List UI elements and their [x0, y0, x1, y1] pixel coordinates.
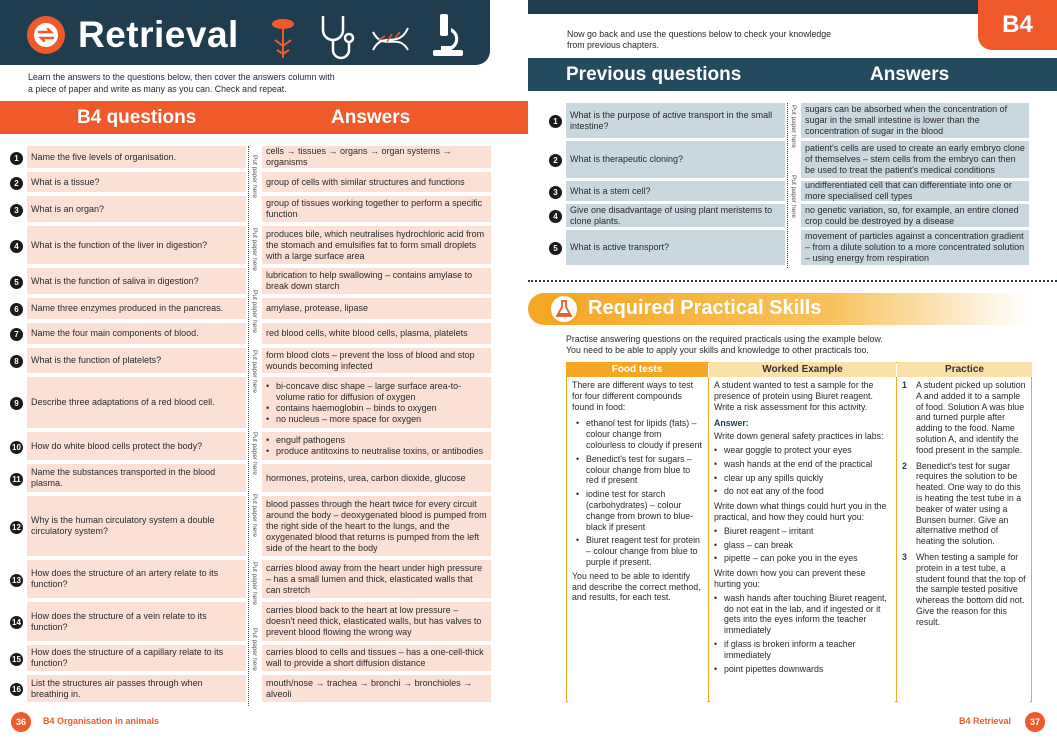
paper-label: Put paper here — [251, 350, 258, 394]
practice-number: 1 — [902, 380, 907, 390]
flask-icon — [548, 293, 580, 325]
previous-question-cell: What is active transport? — [566, 230, 785, 265]
question-number: 9 — [10, 397, 23, 410]
question-number: 6 — [10, 303, 23, 316]
practice-questions — [902, 380, 1026, 628]
paper-label: Put paper here — [790, 175, 797, 219]
hazard-item: • glass – can break — [714, 540, 891, 551]
left-table-header — [0, 101, 528, 134]
safety-item: • wash hands at the end of the practical — [714, 459, 891, 470]
col-header-answers: Answers — [870, 64, 950, 85]
hazard-item-list — [714, 526, 891, 564]
question-number: 12 — [10, 521, 23, 534]
question-cell: Name the five levels of organisation. — [27, 146, 246, 168]
answer-bullet: • contains haemoglobin – binds to oxygen — [266, 403, 487, 414]
col-header-questions: B4 questions — [77, 107, 197, 128]
practice-question — [902, 552, 1026, 628]
question-cell: How does the structure of a capillary relate to its function? — [27, 645, 246, 671]
answer-bullets — [266, 381, 487, 425]
food-tests-header: Food tests — [566, 362, 708, 377]
previous-answer-cell: undifferentiated cell that can differentiate into one or more specialised cell types — [801, 181, 1029, 201]
worked-intro: A student wanted to test a sample for the presence of protein using Biuret reagent. Write a risk assessment for this activity. — [714, 380, 874, 412]
question-cell: Why is the human circulatory system a double circulatory system? — [27, 496, 246, 556]
answer-cell: form blood clots – prevent the loss of blood and stop wounds becoming infected — [262, 348, 491, 373]
answer-cell: carries blood back to the heart at low pressure – doesn't need thick, elasticated walls, but has valves to prevent blood flowing the wrong way — [262, 602, 491, 641]
food-test-item: • Benedict's test for sugars – colour change from blue to red if present — [576, 454, 703, 486]
paper-label: Put paper here — [251, 155, 258, 199]
page-title: Retrieval — [78, 14, 239, 55]
question-number: 1 — [10, 152, 23, 165]
question-cell: Name the four main components of blood. — [27, 323, 246, 344]
food-outro: You need to be able to identify and describe the correct method, and results, for each test. — [572, 570, 701, 603]
previous-answer-cell: patient's cells are used to create an early embryo clone of themselves – stem cells from the embryo can then be used to treat the patient's medical conditions — [801, 141, 1029, 178]
answer-cell: carries blood to cells and tissues – has a one-cell-thick wall to provide a short diffusion distance — [262, 645, 491, 671]
food-test-item: • iodine test for starch (carbohydrates) – colour change from brown to blue-black if present — [576, 489, 703, 532]
question-cell: How does the structure of a vein relate to its function? — [27, 602, 246, 641]
question-cell: What is an organ? — [27, 196, 246, 222]
answer-bullet: • produce antitoxins to neutralise toxins, or antibodies — [266, 446, 483, 457]
answer-cell: produces bile, which neutralises hydrochloric acid from the stomach and emulsifies fat to form small droplets with a large surface area — [262, 226, 491, 264]
footer-chapter: B4 Retrieval — [959, 716, 1012, 726]
prevention-item: • if glass is broken inform a teacher immediately — [714, 639, 891, 661]
practice-question — [902, 380, 1026, 456]
answer-cell: red blood cells, white blood cells, plasma, platelets — [262, 323, 491, 344]
answer-cell: carries blood away from the heart under high pressure – has a small lumen and thick, elasticated walls that can stretch — [262, 560, 491, 598]
question-number: 3 — [10, 204, 23, 217]
practice-column — [898, 377, 1030, 722]
worked-example-column — [710, 377, 895, 722]
chapter-badge: B4 — [978, 0, 1057, 50]
page-number-circle: 36 — [11, 712, 31, 732]
question-cell: List the structures air passes through when breathing in. — [27, 675, 246, 702]
previous-answer-cell: no genetic variation, so, for example, an entire cloned crop could be destroyed by a disease — [801, 204, 1029, 227]
answer-cell: blood passes through the heart twice for every circuit around the body – deoxygenated blood is pumped from the right side of the heart to the lungs, and the oxygenated blood that returns is pumped from the left side of the heart to the body — [262, 496, 491, 556]
practice-header: Practice — [897, 362, 1032, 377]
previous-answer-cell: movement of particles against a concentration gradient – from a dilute solution to a more concentrated solution – using energy from respiration — [801, 230, 1029, 265]
paper-label: Put paper here — [251, 628, 258, 672]
page-number-circle: 37 — [1025, 712, 1045, 732]
answer-cell — [262, 432, 491, 460]
answer-bullets — [266, 435, 483, 457]
answer-cell: lubrication to help swallowing – contains amylase to break down starch — [262, 268, 491, 294]
left-intro: Learn the answers to the questions below, then cover the answers column with a piece of paper and write as many as you can. Check and repeat. — [28, 72, 335, 94]
answer-cell: cells → tissues → organs → organ systems → organisms — [262, 146, 491, 168]
question-number: 3 — [549, 186, 562, 199]
practice-number: 2 — [902, 460, 907, 471]
practice-text: A student picked up solution A and added it to a sample of food. Solution A was blue and turned purple after adding to the food. Name solution A, and identify the food present in the sample. — [916, 380, 1026, 455]
question-number: 5 — [549, 242, 562, 255]
paper-label: Put paper here — [251, 432, 258, 476]
question-cell: What is the function of platelets? — [27, 348, 246, 373]
practice-text: Benedict's test for sugar requires the solution to be heated. One way to do this is heating the test tube in a beaker of water using a Bunsen burner. Give an alternative method of heating the solution. — [916, 460, 1022, 547]
paper-label: Put paper here — [251, 562, 258, 606]
answer-cell: group of tissues working together to perform a specific function — [262, 196, 491, 222]
question-number: 1 — [549, 115, 562, 128]
prevention-item: • point pipettes downwards — [714, 664, 891, 675]
hazard-item: • pipette – can poke you in the eyes — [714, 553, 891, 564]
col-header-previous: Previous questions — [566, 64, 742, 85]
food-tests-column — [568, 377, 707, 722]
previous-question-cell: What is therapeutic cloning? — [566, 141, 785, 178]
worked-step-2: Write down what things could hurt you in the practical, and how they could hurt you: — [714, 501, 887, 522]
question-number: 5 — [10, 276, 23, 289]
question-number: 7 — [10, 328, 23, 341]
answer-cell — [262, 377, 491, 428]
question-number: 13 — [10, 574, 23, 587]
question-number: 15 — [10, 653, 23, 666]
question-number: 10 — [10, 441, 23, 454]
previous-question-cell: What is a stem cell? — [566, 181, 785, 201]
col-border — [896, 377, 897, 701]
biology-icons — [265, 10, 475, 60]
paper-label: Put paper here — [251, 228, 258, 272]
rps-title: Required Practical Skills — [588, 297, 822, 319]
paper-label: Put paper here — [251, 494, 258, 538]
answer-bullet: • bi-concave disc shape – large surface area-to-volume ratio for diffusion of oxygen — [266, 381, 487, 403]
food-test-item: • ethanol test for lipids (fats) – colour change from colourless to cloudy if present — [576, 418, 703, 450]
answer-bullet: • engulf pathogens — [266, 435, 483, 446]
answer-cell: hormones, proteins, urea, carbon dioxide, glucose — [262, 464, 491, 492]
hazard-item: • Biuret reagent – irritant — [714, 526, 891, 537]
practice-text: When testing a sample for protein in a test tube, a student found that the top of the sample tested positive whereas the bottom did not. Give the reason for this result. — [916, 551, 1026, 627]
safety-item: • clear up any spills quickly — [714, 473, 891, 484]
column-divider — [787, 103, 788, 268]
question-cell: How does the structure of an artery relate to its function? — [27, 560, 246, 598]
worked-step-1: Write down general safety practices in labs: — [714, 431, 884, 442]
question-cell: What is a tissue? — [27, 172, 246, 192]
question-cell: What is the function of saliva in digestion? — [27, 268, 246, 294]
previous-question-cell: What is the purpose of active transport in the small intestine? — [566, 103, 785, 138]
col-border — [708, 377, 709, 701]
worked-step-3: Write down how you can prevent these hurting you: — [714, 568, 866, 589]
practice-number: 3 — [902, 551, 907, 562]
safety-item: • do not eat any of the food — [714, 486, 891, 497]
question-number: 4 — [549, 210, 562, 223]
question-number: 2 — [549, 154, 562, 167]
prevention-item: • wash hands after touching Biuret reagent, do not eat in the lab, and if ingested or it gets into the eyes inform the teacher immediately — [714, 593, 891, 636]
question-cell: Describe three adaptations of a red blood cell. — [27, 377, 246, 428]
question-number: 2 — [10, 177, 23, 190]
question-cell: Name the substances transported in the blood plasma. — [27, 464, 246, 492]
question-cell: What is the function of the liver in digestion? — [27, 226, 246, 264]
column-divider — [248, 146, 249, 706]
footer-chapter: B4 Organisation in animals — [43, 716, 160, 726]
practice-question — [902, 461, 1026, 547]
safety-item-list — [714, 445, 891, 497]
paper-label: Put paper here — [251, 290, 258, 334]
prev-table-header — [528, 58, 1057, 91]
answer-cell: group of cells with similar structures and functions — [262, 172, 491, 192]
question-cell: Name three enzymes produced in the pancreas. — [27, 298, 246, 319]
worked-example-header: Worked Example — [709, 362, 896, 377]
previous-question-cell: Give one disadvantage of using plant meristems to clone plants. — [566, 204, 785, 227]
safety-item: • wear goggle to protect your eyes — [714, 445, 891, 456]
question-cell: How do white blood cells protect the body? — [27, 432, 246, 460]
retrieval-icon — [27, 16, 65, 54]
question-number: 8 — [10, 355, 23, 368]
question-number: 16 — [10, 683, 23, 696]
answer-cell: mouth/nose → trachea → bronchi → bronchioles → alveoli — [262, 675, 491, 702]
answer-cell: amylase, protease, lipase — [262, 298, 491, 319]
question-number: 4 — [10, 240, 23, 253]
food-test-item-list — [576, 418, 703, 567]
col-header-answers: Answers — [331, 107, 411, 128]
answer-label: Answer: — [714, 418, 749, 429]
answer-bullet: • no nucleus – more space for oxygen — [266, 414, 487, 425]
right-intro: Now go back and use the questions below to check your knowledge from previous chapters. — [567, 29, 832, 50]
paper-label: Put paper here — [790, 105, 797, 149]
food-test-item: • Biuret reagent test for protein – colour change from blue to purple if present. — [576, 535, 703, 567]
food-intro: There are different ways to test for four different compounds found in food: — [572, 380, 694, 412]
section-divider — [528, 280, 1057, 282]
question-number: 11 — [10, 473, 23, 486]
prevention-item-list — [714, 593, 891, 675]
question-number: 14 — [10, 616, 23, 629]
previous-answer-cell: sugars can be absorbed when the concentration of sugar in the small intestine is lower than the concentration of sugar in the blood — [801, 103, 1029, 138]
rps-intro: Practise answering questions on the required practicals using the example below. You need to be able to apply your skills and knowledge to other practicals too. — [566, 334, 883, 355]
